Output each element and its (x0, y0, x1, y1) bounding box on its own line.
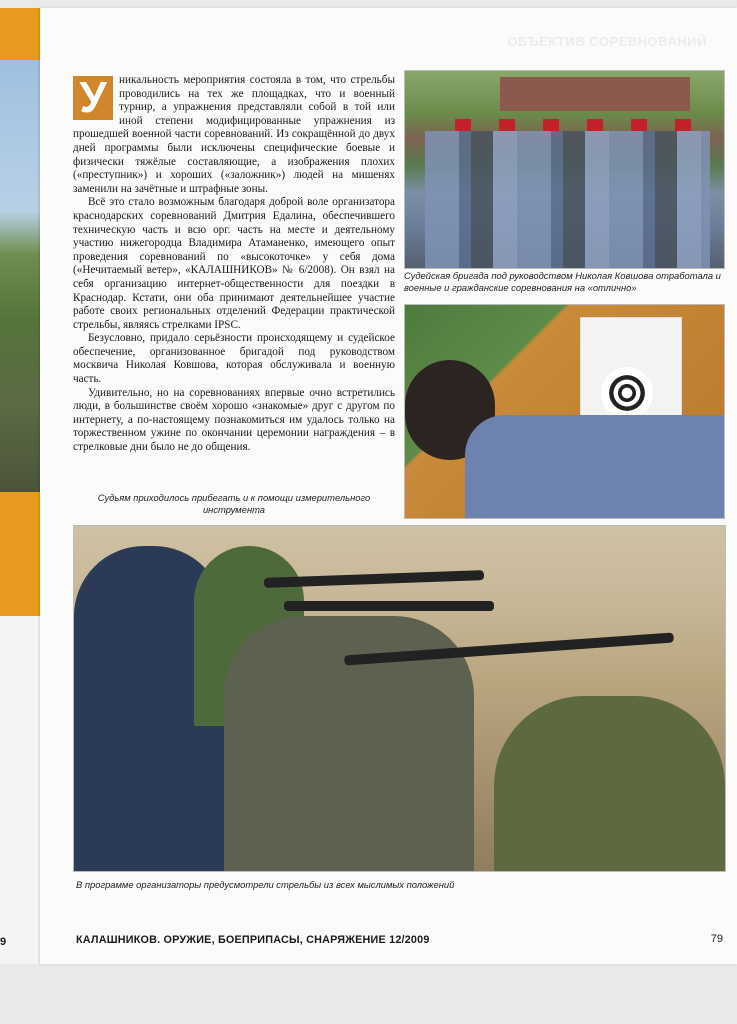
adjacent-page-photo (0, 60, 40, 492)
article-paragraph-1: У никальность мероприятия состояла в том, что стрельбы проводились на тех же площадках, что и военный турнир, а упражнения представляли собой в той или иной степени модифицированные упражнения из прошедшей военной части соревнований. Из сокращённой до двух дней программы были исключены специфические боевые и физически тяжёлые составляющие, а изображения плохих («преступник») и хороших («заложник») людей на мишенях заменили на зачётные и штрафные зоны. (73, 73, 395, 195)
caption-measuring-tools: Судьям приходилось прибегать и к помощи измерительного инструмента (97, 492, 371, 515)
target-rings (601, 367, 653, 419)
section-header-ghost: ОБЪЕКТИВ СОРЕВНОВАНИЙ (507, 34, 707, 49)
drop-cap: У (73, 76, 113, 120)
adjacent-page-strip (0, 8, 40, 964)
orange-band-top (0, 8, 40, 60)
photo-shooters (73, 525, 726, 872)
magazine-footer: КАЛАШНИКОВ. ОРУЖИЕ, БОЕПРИПАСЫ, СНАРЯЖЕНИЕ 12/2009 (76, 934, 430, 946)
caption-shooting-positions: В программе организаторы предусмотрели стрельбы из всех мыслимых положений (76, 879, 455, 890)
article-paragraph-3: Безусловно, придало серьёзности происходящему и судейское обеспечение, организованное бригадой под руководством москвича Николая Ковшова, которая обслуживала и военную часть. (73, 332, 395, 386)
photo-judges-team (404, 70, 725, 269)
rifle (264, 570, 484, 588)
building-roof (500, 77, 690, 111)
article-paragraph-2: Всё это стало возможным благодаря доброй воле организатора краснодарских соревнований Дмитрия Едалина, обеспечившего техническую часть и всю орг. часть на месте и деятельному участию нижегородца Владимира Атаманенко, имеющего опыт проведения соревнований по «высокоточке» у себя дома («Нечитаемый ветер», «КАЛАШНИКОВ» № 6/2008). Он взял на себя организацию интернет-общественности для поездки в Краснодар. Кстати, они оба принимают деятельнейшее участие работе своих региональных отделений Федерации практической стрельбы, являясь стрелками IPSC. (73, 196, 395, 331)
shooter-camo (494, 696, 725, 871)
adjacent-page-number: 9 (0, 936, 7, 948)
judges-group (425, 131, 710, 268)
magazine-page (40, 8, 737, 964)
rifle (284, 601, 494, 611)
photo-target-measurement (404, 304, 725, 519)
red-caps (435, 119, 705, 131)
page-number: 79 (710, 933, 723, 945)
caption-judges-team: Судейская бригада под руководством Николая Ковшова отработала и военные и гражданские соревнования на «отлично» (404, 270, 721, 293)
article-paragraph-4: Удивительно, но на соревнованиях впервые очно встретились люди, в большинстве своём хорошо «знакомые» друг с другом по интернету, а по-настоящему познакомиться им удалось только на торжественном ужине по окончании церемонии награждения – в стрелковые дни было не до общения. (73, 386, 395, 454)
orange-band-bottom (0, 492, 40, 616)
article-text (73, 74, 395, 455)
judge-arm (465, 415, 725, 519)
